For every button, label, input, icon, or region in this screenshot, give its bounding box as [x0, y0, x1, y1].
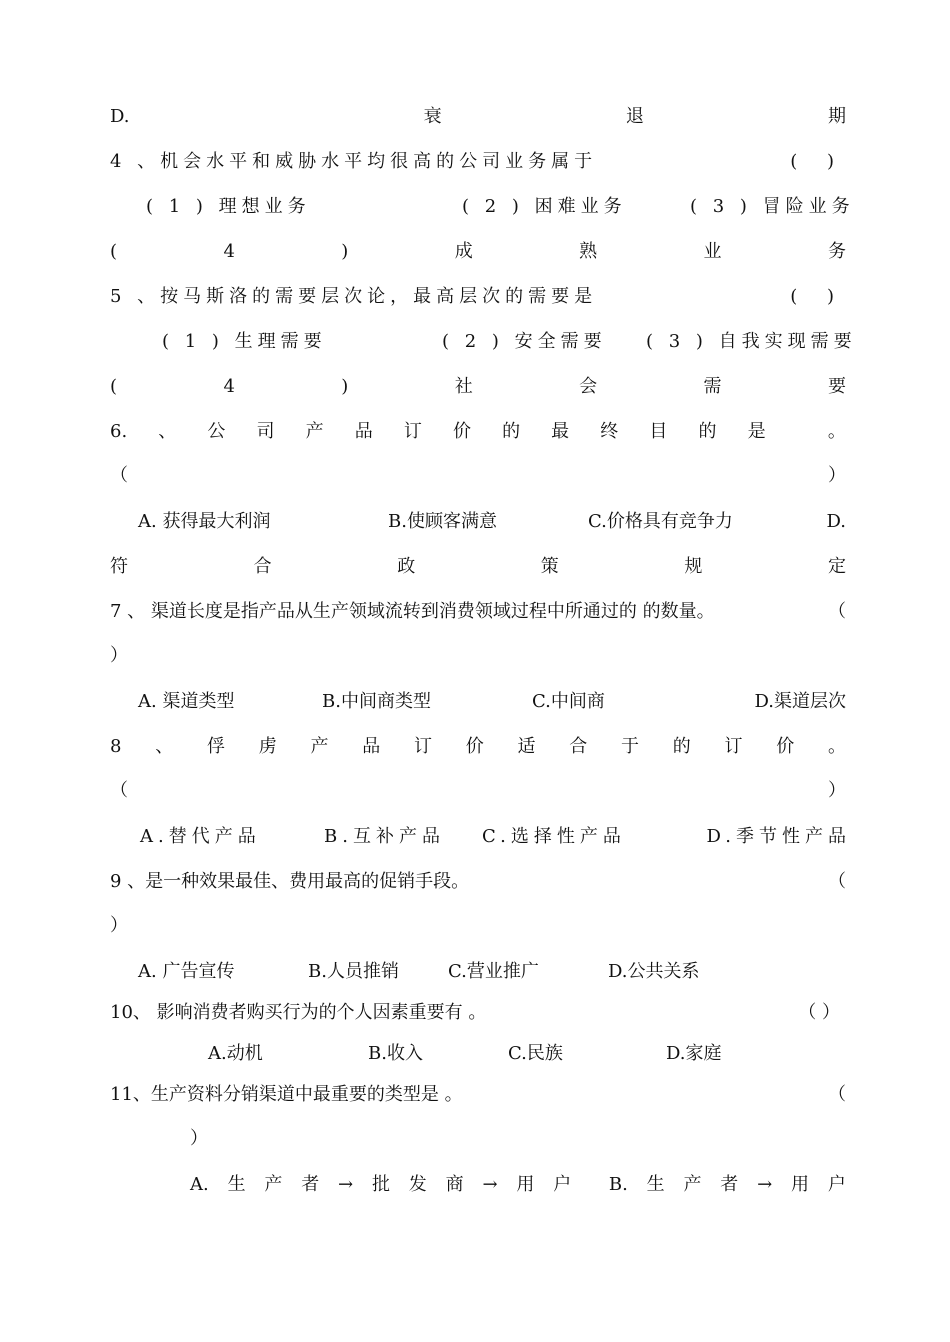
text-char: 者 [720, 1174, 739, 1195]
option-d: D.渠道层次 [754, 691, 846, 712]
text-char: 订 [724, 736, 743, 757]
option-b: B.使顾客满意 [388, 511, 497, 532]
text-char: 品 [354, 421, 373, 442]
text-char: 的 [502, 421, 521, 442]
text-char: 俘 [206, 736, 225, 757]
text-char: 目 [649, 421, 668, 442]
text-char: 8 [110, 736, 122, 757]
question-8-answer-blank [110, 777, 846, 805]
question-8-options [110, 823, 851, 851]
question-10 [110, 999, 846, 1027]
text-char: 产 [683, 1174, 702, 1195]
question-5 [110, 283, 846, 311]
text-char: 衰 [423, 106, 442, 127]
text-char: ( [110, 376, 118, 397]
text-char: 4 [223, 241, 235, 262]
text-char: 订 [403, 421, 422, 442]
text-char: ) [341, 376, 349, 397]
text-char: 的 [672, 736, 691, 757]
text-char: 公 [207, 421, 226, 442]
text-char: 品 [362, 736, 381, 757]
text-char: 务 [827, 241, 846, 262]
text-char: 产 [305, 421, 324, 442]
text-char: 社 [454, 376, 473, 397]
text-char: 定 [827, 556, 846, 577]
text-char: 户 [827, 1174, 846, 1195]
question-7 [110, 598, 846, 626]
question-8 [110, 733, 846, 761]
question-text: 11、生产资料分销渠道中最重要的类型是 。 [110, 1084, 463, 1105]
text-char: 价 [465, 736, 484, 757]
text-char: 虏 [258, 736, 277, 757]
text-char: 用 [516, 1174, 535, 1195]
text-char: 用 [791, 1174, 810, 1195]
option-a: A. 获得最大利润 [138, 511, 271, 532]
question-text: 7 、 渠道长度是指产品从生产领域流转到消费领域过程中所通过的 的数量。 [110, 601, 715, 622]
text-char: 订 [413, 736, 432, 757]
text-char: 生 [646, 1174, 665, 1195]
text-char: 业 [703, 241, 722, 262]
option-b: B.人员推销 [308, 961, 399, 982]
option-3: ( 3 ) 自我实现需要 [646, 331, 857, 352]
question-text: 4 、机会水平和威胁水平均很高的公司业务属于 [110, 151, 598, 172]
text-char: 规 [684, 556, 703, 577]
question-7-options [110, 688, 846, 716]
text-char: 适 [517, 736, 536, 757]
option-3: ( 3 ) 冒险业务 [690, 196, 855, 217]
option-a: A. 广告宣传 [138, 961, 235, 982]
text-char: 策 [540, 556, 559, 577]
option-c: C.价格具有竞争力 [588, 511, 733, 532]
text-char: 会 [579, 376, 598, 397]
question-text: 10、 影响消费者购买行为的个人因素重要有 。 [110, 1002, 487, 1023]
question-10-options [110, 1040, 846, 1068]
close-paren: ） [828, 780, 846, 801]
text-char: 成 [454, 241, 473, 262]
option-b: B.互补产品 [324, 826, 445, 847]
text-char: 。 [827, 421, 846, 442]
arrow-icon: → [338, 1174, 354, 1195]
text-char: 期 [827, 106, 846, 127]
option-a: A. 渠道类型 [138, 691, 235, 712]
text-char: 产 [310, 736, 329, 757]
option-1: ( 1 ) 理想业务 [146, 196, 311, 217]
text-char: 、 [155, 736, 174, 757]
question-7-close [110, 642, 846, 670]
option-2: ( 2 ) 困难业务 [462, 196, 627, 217]
text-char: 、 [158, 421, 177, 442]
option-a: A.动机 [208, 1043, 263, 1064]
close-paren: ） [190, 1128, 208, 1149]
close-paren: ） [110, 645, 128, 666]
close-paren: ） [828, 465, 846, 486]
arrow-icon: → [757, 1174, 773, 1195]
question-5-option-4 [110, 373, 846, 401]
option-c: C.民族 [508, 1043, 563, 1064]
question-4-options [110, 193, 855, 221]
text-char: 生 [227, 1174, 246, 1195]
text-char: 合 [569, 736, 588, 757]
text-char: 户 [553, 1174, 572, 1195]
question-11-close [110, 1125, 846, 1153]
text-char: ) [341, 241, 349, 262]
question-6-options [110, 508, 846, 536]
option-b: B.收入 [368, 1043, 423, 1064]
text-char: 批 [371, 1174, 390, 1195]
text-char: 熟 [579, 241, 598, 262]
text-char: 政 [397, 556, 416, 577]
option-d: D.家庭 [666, 1043, 722, 1064]
question-11-options [190, 1171, 846, 1199]
question-9-options [110, 958, 846, 986]
question-6-option-d-text [110, 553, 846, 581]
text-char: 司 [256, 421, 275, 442]
question-4-option-4 [110, 238, 846, 266]
text-char: 者 [301, 1174, 320, 1195]
question-text: 5 、按马斯洛的需要层次论，最高层次的需要是 [110, 286, 598, 307]
answer-blank: （ ） [798, 1002, 840, 1023]
text-char: 需 [703, 376, 722, 397]
option-b: B.中间商类型 [322, 691, 431, 712]
text-char: 于 [620, 736, 639, 757]
option-d-label: D. [110, 106, 130, 127]
option-d: D.季节性产品 [706, 826, 851, 847]
option-c: C.选择性产品 [482, 826, 626, 847]
question-text: 9 、是一种效果最佳、费用最高的促销手段。 [110, 871, 470, 892]
question-9 [110, 868, 846, 896]
text-char: 产 [264, 1174, 283, 1195]
option-c: C.营业推广 [448, 961, 539, 982]
option-2: ( 2 ) 安全需要 [442, 331, 607, 352]
text-char: 终 [600, 421, 619, 442]
text-char: ( [110, 241, 118, 262]
open-paren: （ [110, 780, 128, 801]
text-char: B. [608, 1174, 628, 1195]
question-6 [110, 418, 846, 446]
answer-blank: ( ) [790, 151, 846, 172]
text-char: 价 [776, 736, 795, 757]
text-char: 的 [698, 421, 717, 442]
open-paren: （ [828, 601, 846, 622]
option-c: C.中间商 [532, 691, 605, 712]
text-char: 4 [223, 376, 235, 397]
option-a: A.替代产品 [140, 826, 261, 847]
close-paren: ） [110, 915, 128, 936]
text-char: 要 [827, 376, 846, 397]
question-4 [110, 148, 846, 176]
option-d: D.公共关系 [608, 961, 700, 982]
option-d-decline-line [110, 103, 846, 131]
text-char: 退 [625, 106, 644, 127]
option-d: D. [826, 511, 846, 532]
text-char: 发 [408, 1174, 427, 1195]
text-char: 。 [827, 736, 846, 757]
text-char: 商 [445, 1174, 464, 1195]
text-char: 价 [452, 421, 471, 442]
question-6-answer-blank [110, 462, 846, 490]
open-paren: （ [828, 871, 846, 892]
text-char: 是 [747, 421, 766, 442]
answer-blank: ( ) [790, 286, 846, 307]
question-11 [110, 1081, 846, 1109]
option-1: ( 1 ) 生理需要 [162, 331, 327, 352]
arrow-icon: → [482, 1174, 498, 1195]
question-9-close [110, 912, 846, 940]
text-char: 符 [110, 556, 128, 577]
text-char: 最 [551, 421, 570, 442]
text-char: 6. [110, 421, 128, 442]
open-paren: （ [110, 465, 128, 486]
open-paren: （ [828, 1084, 846, 1105]
question-5-options [110, 328, 857, 356]
text-char: 合 [253, 556, 272, 577]
text-char: A. [190, 1174, 209, 1195]
